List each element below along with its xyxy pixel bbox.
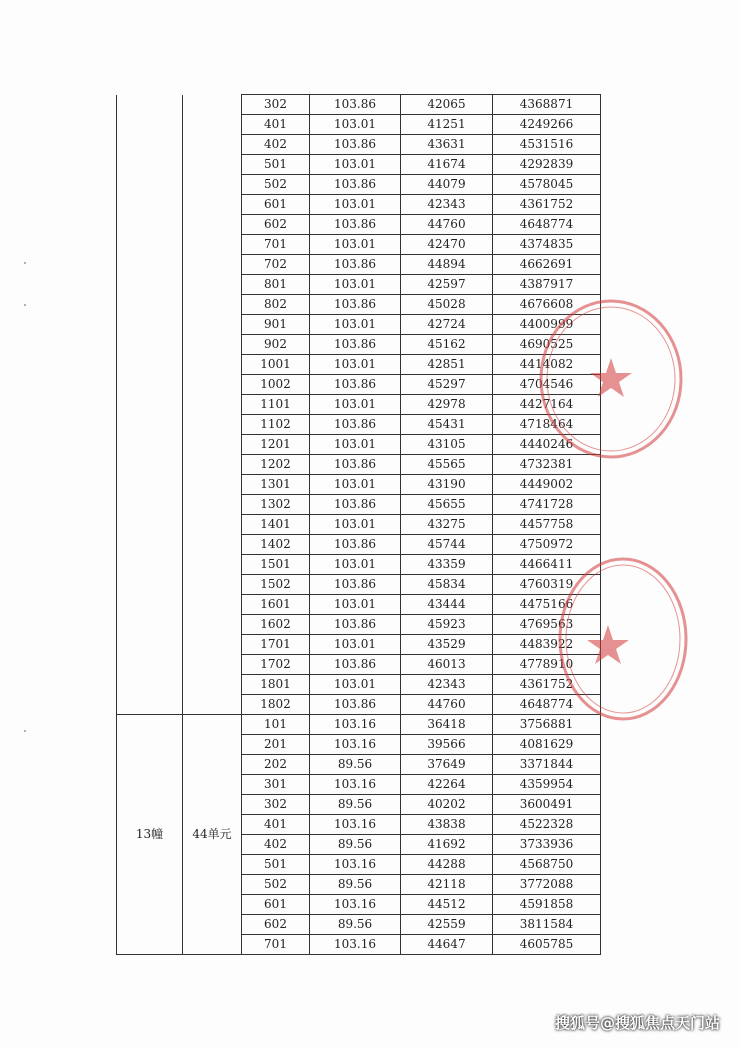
room-number-cell: 1602 <box>242 615 310 635</box>
total-price-cell: 3600491 <box>493 795 601 815</box>
unit-price-cell: 44079 <box>401 175 493 195</box>
room-number-cell: 1302 <box>242 495 310 515</box>
unit-price-cell: 42470 <box>401 235 493 255</box>
total-price-cell: 4676608 <box>493 295 601 315</box>
unit-price-cell: 41674 <box>401 155 493 175</box>
total-price-cell: 4690525 <box>493 335 601 355</box>
unit-price-cell: 42065 <box>401 95 493 115</box>
unit-price-cell: 44512 <box>401 895 493 915</box>
area-cell: 103.86 <box>310 655 401 675</box>
area-cell: 103.16 <box>310 895 401 915</box>
total-price-cell: 4368871 <box>493 95 601 115</box>
total-price-cell: 3371844 <box>493 755 601 775</box>
unit-price-cell: 43529 <box>401 635 493 655</box>
unit-price-cell: 41251 <box>401 115 493 135</box>
area-cell: 103.01 <box>310 435 401 455</box>
total-price-cell: 4662691 <box>493 255 601 275</box>
area-cell: 103.16 <box>310 815 401 835</box>
total-price-cell: 4760319 <box>493 575 601 595</box>
building-cell: 13幢 <box>117 715 183 955</box>
unit-price-cell: 43275 <box>401 515 493 535</box>
room-number-cell: 401 <box>242 115 310 135</box>
area-cell: 103.16 <box>310 715 401 735</box>
area-cell: 103.01 <box>310 595 401 615</box>
table-row <box>117 715 601 735</box>
room-number-cell: 302 <box>242 95 310 115</box>
room-number-cell: 602 <box>242 215 310 235</box>
room-number-cell: 502 <box>242 175 310 195</box>
area-cell: 103.86 <box>310 615 401 635</box>
total-price-cell: 4361752 <box>493 675 601 695</box>
room-number-cell: 302 <box>242 795 310 815</box>
unit-price-cell: 44760 <box>401 695 493 715</box>
room-number-cell: 902 <box>242 335 310 355</box>
area-cell: 103.86 <box>310 375 401 395</box>
room-number-cell: 1201 <box>242 435 310 455</box>
area-cell: 103.01 <box>310 515 401 535</box>
area-cell: 103.86 <box>310 495 401 515</box>
unit-price-cell: 43631 <box>401 135 493 155</box>
room-number-cell: 1001 <box>242 355 310 375</box>
room-number-cell: 1301 <box>242 475 310 495</box>
total-price-cell: 4568750 <box>493 855 601 875</box>
total-price-cell: 4081629 <box>493 735 601 755</box>
price-table-body <box>117 95 601 955</box>
official-seal-stamp <box>538 298 684 460</box>
unit-price-cell: 43359 <box>401 555 493 575</box>
unit-price-cell: 42343 <box>401 195 493 215</box>
area-cell: 103.01 <box>310 355 401 375</box>
total-price-cell: 4359954 <box>493 775 601 795</box>
room-number-cell: 701 <box>242 935 310 955</box>
area-cell: 103.01 <box>310 275 401 295</box>
area-cell: 89.56 <box>310 755 401 775</box>
total-price-cell: 4400999 <box>493 315 601 335</box>
area-cell: 89.56 <box>310 795 401 815</box>
room-number-cell: 702 <box>242 255 310 275</box>
total-price-cell: 4531516 <box>493 135 601 155</box>
total-price-cell: 4483922 <box>493 635 601 655</box>
area-cell: 103.01 <box>310 475 401 495</box>
total-price-cell: 4591858 <box>493 895 601 915</box>
room-number-cell: 1502 <box>242 575 310 595</box>
area-cell: 89.56 <box>310 875 401 895</box>
unit-price-cell: 42851 <box>401 355 493 375</box>
room-number-cell: 1202 <box>242 455 310 475</box>
area-cell: 103.86 <box>310 175 401 195</box>
area-cell: 103.86 <box>310 295 401 315</box>
unit-price-cell: 42118 <box>401 875 493 895</box>
unit-price-cell: 42724 <box>401 315 493 335</box>
total-price-cell: 4732381 <box>493 455 601 475</box>
area-cell: 103.86 <box>310 455 401 475</box>
room-number-cell: 801 <box>242 275 310 295</box>
area-cell: 103.16 <box>310 935 401 955</box>
room-number-cell: 1401 <box>242 515 310 535</box>
room-number-cell: 1701 <box>242 635 310 655</box>
total-price-cell: 4648774 <box>493 215 601 235</box>
unit-price-cell: 45923 <box>401 615 493 635</box>
room-number-cell: 1802 <box>242 695 310 715</box>
area-cell: 103.86 <box>310 575 401 595</box>
area-cell: 89.56 <box>310 915 401 935</box>
room-number-cell: 101 <box>242 715 310 735</box>
total-price-cell: 4778910 <box>493 655 601 675</box>
total-price-cell: 4387917 <box>493 275 601 295</box>
unit-price-cell: 42597 <box>401 275 493 295</box>
unit-price-cell: 41692 <box>401 835 493 855</box>
unit-price-cell: 45565 <box>401 455 493 475</box>
official-seal-stamp <box>556 555 690 723</box>
area-cell: 103.16 <box>310 735 401 755</box>
total-price-cell: 4414082 <box>493 355 601 375</box>
room-number-cell: 1402 <box>242 535 310 555</box>
area-cell: 103.86 <box>310 135 401 155</box>
room-number-cell: 602 <box>242 915 310 935</box>
area-cell: 89.56 <box>310 835 401 855</box>
room-number-cell: 402 <box>242 835 310 855</box>
unit-price-cell: 37649 <box>401 755 493 775</box>
area-cell: 103.01 <box>310 635 401 655</box>
price-table <box>116 94 601 955</box>
room-number-cell: 1102 <box>242 415 310 435</box>
room-number-cell: 1702 <box>242 655 310 675</box>
total-price-cell: 4449002 <box>493 475 601 495</box>
scan-speck <box>24 304 26 306</box>
table-row <box>117 95 601 115</box>
total-price-cell: 4292839 <box>493 155 601 175</box>
total-price-cell: 4718464 <box>493 415 601 435</box>
unit-price-cell: 45834 <box>401 575 493 595</box>
watermark-label: 搜狐号@搜狐焦点天门站 <box>554 1014 720 1032</box>
area-cell: 103.86 <box>310 535 401 555</box>
area-cell: 103.01 <box>310 555 401 575</box>
total-price-cell: 4427164 <box>493 395 601 415</box>
total-price-cell: 4578045 <box>493 175 601 195</box>
room-number-cell: 501 <box>242 155 310 175</box>
unit-price-cell: 45028 <box>401 295 493 315</box>
total-price-cell: 4522328 <box>493 815 601 835</box>
total-price-cell: 3733936 <box>493 835 601 855</box>
room-number-cell: 301 <box>242 775 310 795</box>
room-number-cell: 1501 <box>242 555 310 575</box>
room-number-cell: 502 <box>242 875 310 895</box>
scan-speck <box>24 730 26 732</box>
unit-price-cell: 43444 <box>401 595 493 615</box>
unit-price-cell: 45297 <box>401 375 493 395</box>
room-number-cell: 701 <box>242 235 310 255</box>
total-price-cell: 4750972 <box>493 535 601 555</box>
unit-price-cell: 43105 <box>401 435 493 455</box>
room-number-cell: 1801 <box>242 675 310 695</box>
total-price-cell: 4648774 <box>493 695 601 715</box>
area-cell: 103.01 <box>310 195 401 215</box>
total-price-cell: 4249266 <box>493 115 601 135</box>
area-cell: 103.86 <box>310 255 401 275</box>
unit-price-cell: 36418 <box>401 715 493 735</box>
room-number-cell: 401 <box>242 815 310 835</box>
scan-speck <box>24 262 26 264</box>
total-price-cell: 3756881 <box>493 715 601 735</box>
room-number-cell: 501 <box>242 855 310 875</box>
total-price-cell: 4374835 <box>493 235 601 255</box>
area-cell: 103.16 <box>310 775 401 795</box>
room-number-cell: 402 <box>242 135 310 155</box>
room-number-cell: 601 <box>242 895 310 915</box>
total-price-cell: 3811584 <box>493 915 601 935</box>
total-price-cell: 4361752 <box>493 195 601 215</box>
room-number-cell: 1101 <box>242 395 310 415</box>
area-cell: 103.01 <box>310 675 401 695</box>
area-cell: 103.86 <box>310 335 401 355</box>
unit-price-cell: 45655 <box>401 495 493 515</box>
unit-price-cell: 42343 <box>401 675 493 695</box>
area-cell: 103.01 <box>310 115 401 135</box>
total-price-cell: 4605785 <box>493 935 601 955</box>
total-price-cell: 4704546 <box>493 375 601 395</box>
unit-price-cell: 40202 <box>401 795 493 815</box>
total-price-cell: 4769563 <box>493 615 601 635</box>
unit-cell <box>183 95 242 715</box>
area-cell: 103.01 <box>310 155 401 175</box>
room-number-cell: 802 <box>242 295 310 315</box>
room-number-cell: 1002 <box>242 375 310 395</box>
area-cell: 103.86 <box>310 415 401 435</box>
total-price-cell: 4475166 <box>493 595 601 615</box>
unit-price-cell: 44288 <box>401 855 493 875</box>
room-number-cell: 901 <box>242 315 310 335</box>
area-cell: 103.86 <box>310 95 401 115</box>
area-cell: 103.01 <box>310 315 401 335</box>
total-price-cell: 4440246 <box>493 435 601 455</box>
area-cell: 103.01 <box>310 235 401 255</box>
total-price-cell: 4466411 <box>493 555 601 575</box>
total-price-cell: 4741728 <box>493 495 601 515</box>
unit-price-cell: 45162 <box>401 335 493 355</box>
unit-price-cell: 42978 <box>401 395 493 415</box>
unit-price-cell: 45744 <box>401 535 493 555</box>
unit-price-cell: 43838 <box>401 815 493 835</box>
area-cell: 103.01 <box>310 395 401 415</box>
area-cell: 103.86 <box>310 215 401 235</box>
unit-price-cell: 44894 <box>401 255 493 275</box>
unit-price-cell: 42559 <box>401 915 493 935</box>
unit-price-cell: 44647 <box>401 935 493 955</box>
total-price-cell: 3772088 <box>493 875 601 895</box>
room-number-cell: 601 <box>242 195 310 215</box>
unit-price-cell: 42264 <box>401 775 493 795</box>
unit-price-cell: 43190 <box>401 475 493 495</box>
unit-cell: 44单元 <box>183 715 242 955</box>
room-number-cell: 202 <box>242 755 310 775</box>
area-cell: 103.86 <box>310 695 401 715</box>
area-cell: 103.16 <box>310 855 401 875</box>
total-price-cell: 4457758 <box>493 515 601 535</box>
unit-price-cell: 46013 <box>401 655 493 675</box>
room-number-cell: 201 <box>242 735 310 755</box>
unit-price-cell: 39566 <box>401 735 493 755</box>
unit-price-cell: 45431 <box>401 415 493 435</box>
unit-price-cell: 44760 <box>401 215 493 235</box>
room-number-cell: 1601 <box>242 595 310 615</box>
building-cell <box>117 95 183 715</box>
